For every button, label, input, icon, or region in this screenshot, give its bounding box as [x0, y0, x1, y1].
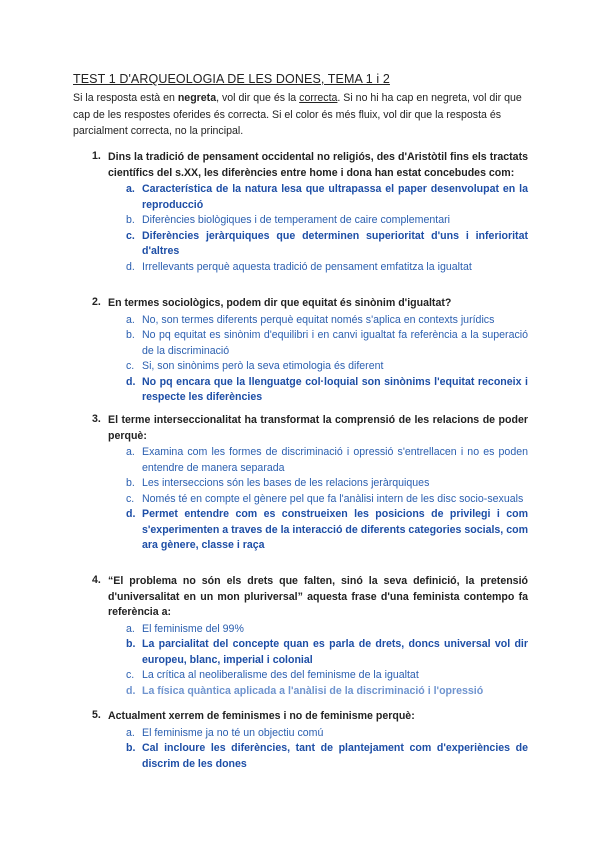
answer-options — [92, 622, 528, 700]
answer-option-a — [92, 726, 528, 742]
question-text: En termes sociològics, podem dir que equitat és sinònim d'igualtat? — [108, 297, 452, 309]
option-letter: b. — [126, 742, 136, 754]
option-text: Característica de la natura lesa que ultrapassa el paper desenvolupat en la reproducció — [142, 183, 528, 211]
option-text: Cal incloure les diferències, tant de plantejament com d'experiències de discrim de les dones — [142, 742, 528, 770]
answer-option-c — [92, 668, 528, 684]
answer-option-c — [92, 359, 528, 375]
answer-option-c — [92, 229, 528, 260]
answer-option-c — [92, 492, 528, 508]
option-text: Les interseccions són les bases de les relacions jeràrquiques — [142, 477, 430, 489]
option-letter: a. — [126, 313, 135, 326]
option-letter: d. — [126, 508, 136, 520]
option-letter: b. — [126, 638, 136, 650]
question-1 — [92, 150, 528, 275]
answer-option-a — [92, 622, 528, 638]
option-text: El feminisme ja no té un objectiu comú — [142, 726, 324, 739]
option-letter: b. — [126, 477, 135, 489]
answer-option-a — [92, 445, 528, 476]
option-text: La física quàntica aplicada a l'anàlisi de la discriminació i l'opressió — [142, 684, 484, 697]
intro-text-3: . Si no hi ha cap en negreta, vol dir que cap de les respostes oferides és correcta. Si el color és més fluix, vol dir que la resposta és parcialment correcta, no la principal. — [73, 92, 522, 138]
option-text: La parcialitat del concepte quan es parla de drets, doncs universal vol dir europeu, blanc, imperial i colonial — [142, 638, 528, 666]
option-text: Si, son sinònims però la seva etimologia és diferent — [142, 360, 384, 372]
option-text: La crítica al neoliberalisme des del feminisme de la igualtat — [142, 669, 419, 681]
answer-option-d — [92, 260, 528, 276]
document-title: TEST 1 D'ARQUEOLOGIA DE LES DONES, TEMA 1 i 2 — [73, 72, 390, 86]
answer-options — [92, 445, 528, 554]
answer-options — [92, 726, 528, 773]
option-letter: c. — [126, 669, 135, 681]
question-number: 5. — [92, 709, 101, 721]
option-text: Només té en compte el gènere pel que fa l'anàlisi intern de les disc socio-sexuals — [142, 492, 524, 505]
option-letter: a. — [126, 446, 135, 458]
answer-option-d — [92, 684, 528, 700]
option-letter: a. — [126, 183, 135, 195]
option-letter: c. — [126, 492, 135, 505]
option-text: Permet entendre com es construeixen les posicions de privilegi i com s'experimenten a traves de la interacció de diferents categories socials, com ara gènere, classe i raça — [142, 508, 528, 551]
intro-underlined-word: correcta — [299, 92, 338, 104]
answer-options — [92, 313, 528, 406]
option-letter: c. — [126, 229, 135, 242]
intro-text-1: Si la resposta està en — [73, 92, 178, 104]
question-number: 3. — [92, 413, 101, 425]
answer-options — [92, 182, 528, 275]
question-text: Dins la tradició de pensament occidental no religiós, des d'Aristòtil fins els tractats científics del s.XX, les diferències entre home i dona han estat concebudes com: — [108, 151, 528, 179]
question-number: 2. — [92, 296, 101, 308]
option-text: Irrellevants perquè aquesta tradició de pensament emfatitza la igualtat — [142, 260, 472, 273]
option-letter: a. — [126, 726, 135, 739]
option-text: Examina com les formes de discriminació i opressió s'entrellacen i no es poden entendre de manera separada — [142, 446, 528, 474]
answer-option-a — [92, 182, 528, 213]
option-letter: d. — [126, 684, 136, 697]
option-text: Diferències biològiques i de temperament de caire complementari — [142, 214, 450, 226]
question-4 — [92, 574, 528, 699]
answer-option-b — [92, 213, 528, 229]
option-text: No pq equitat es sinònim d'equilibri i en canvi igualtat fa referència a la superació de la discriminació — [142, 329, 528, 357]
option-letter: d. — [126, 375, 136, 388]
answer-option-d — [92, 375, 528, 406]
intro-bold-word: negreta — [177, 92, 217, 104]
option-text: Diferències jeràrquiques que determinen superioritat d'uns i inferioritat d'altres — [142, 229, 528, 257]
intro-text-2: , vol dir que és la — [216, 92, 300, 104]
intro-paragraph — [73, 90, 529, 140]
answer-option-b — [92, 637, 528, 668]
question-2 — [92, 296, 528, 406]
answer-option-d — [92, 507, 528, 554]
answer-option-b — [92, 741, 528, 772]
option-letter: d. — [126, 260, 135, 273]
answer-option-a — [92, 313, 528, 329]
option-letter: b. — [126, 329, 135, 341]
option-text: El feminisme del 99% — [142, 622, 244, 635]
answer-option-b — [92, 476, 528, 492]
question-5 — [92, 709, 528, 772]
question-number: 1. — [92, 150, 101, 162]
question-text: Actualment xerrem de feminismes i no de feminisme perquè: — [108, 710, 415, 722]
option-letter: c. — [126, 360, 135, 372]
answer-option-b — [92, 328, 528, 359]
question-text: “El problema no són els drets que falten, sinó la seva definició, la pretensió d'universalitat en un mon pluriversal” aquesta frase d'una feminista contempo fa referència a: — [108, 575, 528, 618]
option-text: No, son termes diferents perquè equitat només s'aplica en contexts jurídics — [142, 313, 495, 326]
question-3 — [92, 413, 528, 554]
question-number: 4. — [92, 574, 101, 586]
question-text: El terme interseccionalitat ha transformat la comprensió de les relacions de poder perquè: — [108, 414, 528, 442]
option-letter: b. — [126, 214, 135, 226]
option-text: No pq encara que la llenguatge col·loquial son sinònims l'equitat reconeix i respecte les diferències — [142, 375, 528, 403]
option-letter: a. — [126, 622, 135, 635]
